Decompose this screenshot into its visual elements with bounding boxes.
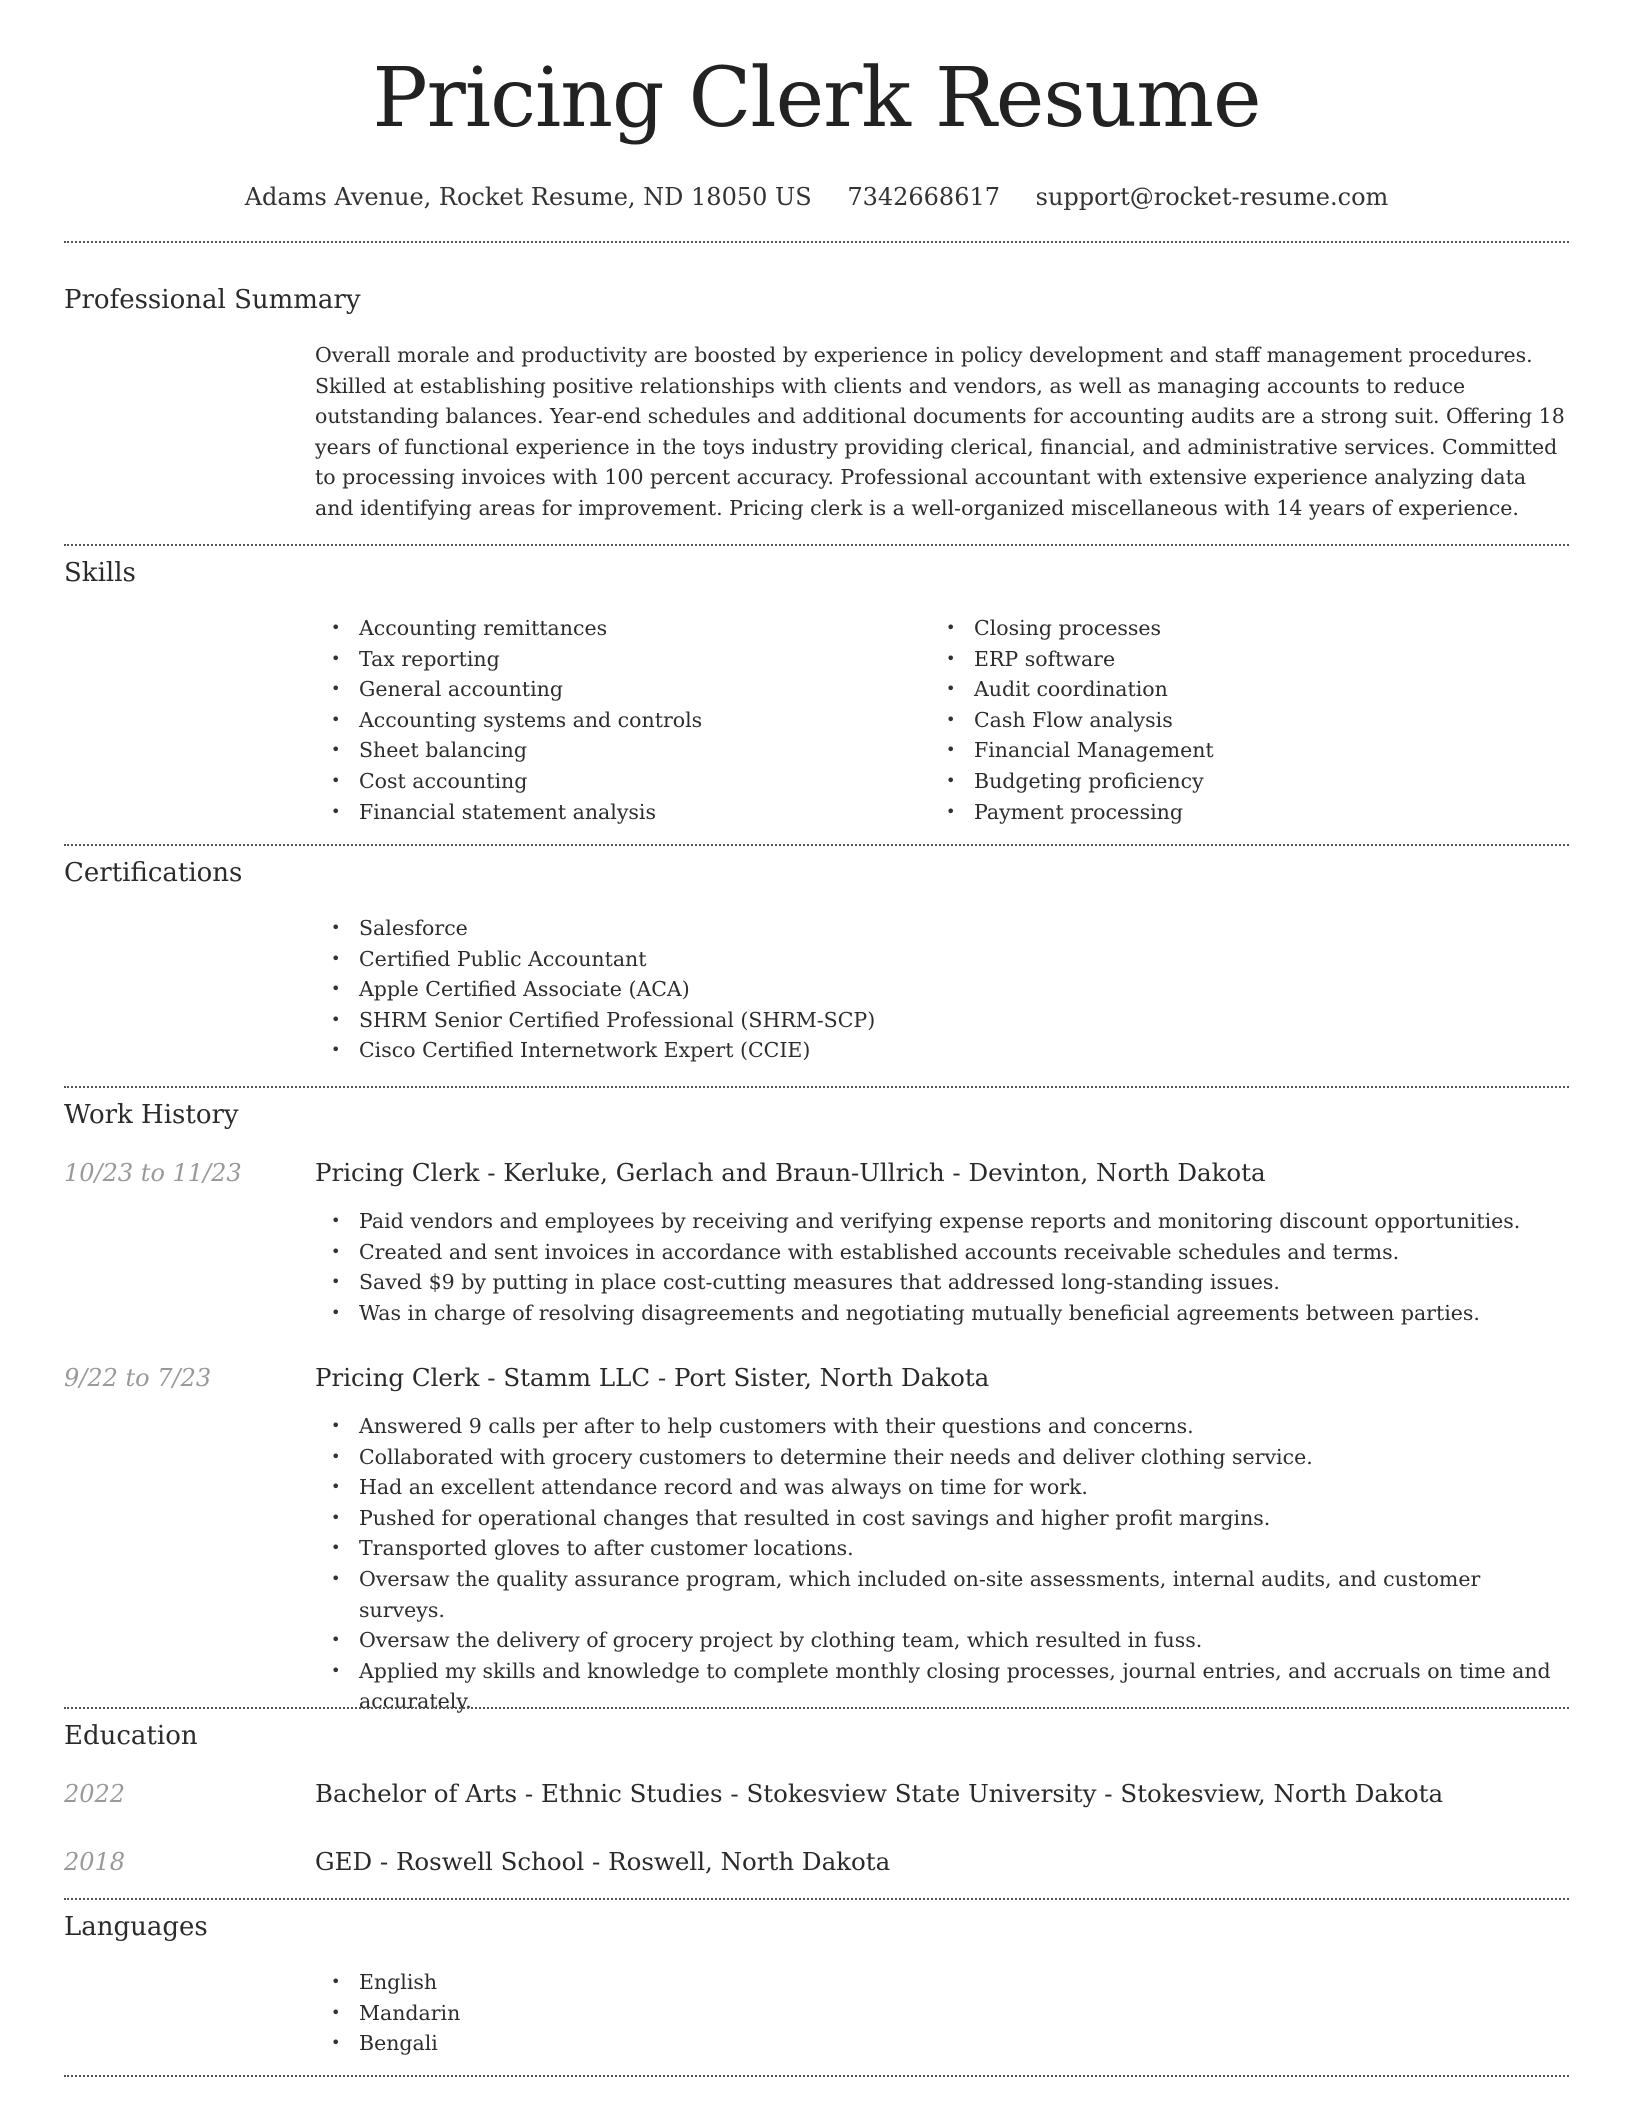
certification-item: • SHRM Senior Certified Professional (SHRM-SCP)	[315, 1005, 1569, 1036]
certification-item: • Certified Public Accountant	[315, 944, 1569, 975]
job-dates: 10/23 to 11/23	[64, 1159, 242, 1187]
job-bullet: • Was in charge of resolving disagreements and negotiating mutually beneficial agreements between parties.	[315, 1298, 1569, 1329]
resume-page	[64, 0, 1569, 2056]
job-bullet: • Answered 9 calls per after to help customers with their questions and concerns.	[315, 1411, 1569, 1442]
job-bullets	[315, 1411, 1569, 1717]
job-bullet: • Pushed for operational changes that resulted in cost savings and higher profit margins.	[315, 1503, 1569, 1534]
skill-item: • ERP software	[930, 644, 1530, 675]
job-dates: 9/22 to 7/23	[64, 1364, 212, 1392]
contact-phone: 7342668617	[847, 183, 1001, 211]
skill-item: • Budgeting proficiency	[930, 766, 1530, 797]
job-bullet: • Applied my skills and knowledge to complete monthly closing processes, journal entries, and accruals on time and accurately.	[315, 1656, 1569, 1717]
certifications-heading: Certifications	[64, 858, 243, 888]
skill-item: • Accounting systems and controls	[315, 705, 915, 736]
job-title: Pricing Clerk - Stamm LLC - Port Sister, North Dakota	[315, 1363, 990, 1392]
job-bullet: • Saved $9 by putting in place cost-cutting measures that addressed long-standing issues.	[315, 1267, 1569, 1298]
language-item: • Mandarin	[315, 1998, 1569, 2029]
divider	[64, 1707, 1569, 1709]
summary-text: Overall morale and productivity are boosted by experience in policy development and staff management procedures. Skilled at establishing positive relationships with clients and vendors, as well as managing accounts to reduce outstanding balances. Year-end schedules and additional documents for accounting audits are a strong suit. Offering 18 years of functional experience in the toys industry providing clerical, financial, and administrative services. Committed to processing invoices with 100 percent accuracy. Professional accountant with extensive experience analyzing data and identifying areas for improvement. Pricing clerk is a well-organized miscellaneous with 14 years of experience.	[315, 343, 1565, 520]
skill-item: • Cost accounting	[315, 766, 915, 797]
contact-line	[64, 182, 1569, 212]
skill-item: • Payment processing	[930, 797, 1530, 828]
education-year: 2018	[64, 1848, 126, 1876]
skill-item: • Sheet balancing	[315, 735, 915, 766]
skills-heading: Skills	[64, 558, 136, 588]
language-item: • English	[315, 1967, 1569, 1998]
skill-item: • Cash Flow analysis	[930, 705, 1530, 736]
skill-item: • Accounting remittances	[315, 613, 915, 644]
work-history-heading: Work History	[64, 1100, 239, 1130]
certification-item: • Apple Certified Associate (ACA)	[315, 974, 1569, 1005]
skills-list-right	[930, 613, 1530, 827]
divider	[64, 241, 1569, 243]
resume-title: Pricing Clerk Resume	[372, 51, 1261, 146]
education-year: 2022	[64, 1780, 126, 1808]
languages-list	[315, 1967, 1569, 2059]
education-heading: Education	[64, 1721, 198, 1751]
job-bullet: • Paid vendors and employees by receiving and verifying expense reports and monitoring discount opportunities.	[315, 1206, 1569, 1237]
certification-item: • Salesforce	[315, 913, 1569, 944]
job-bullet: • Had an excellent attendance record and was always on time for work.	[315, 1472, 1569, 1503]
job-bullet: • Collaborated with grocery customers to determine their needs and deliver clothing service.	[315, 1442, 1569, 1473]
education-degree: Bachelor of Arts - Ethnic Studies - Stokesview State University - Stokesview, North Dakota	[315, 1779, 1444, 1808]
languages-heading: Languages	[64, 1912, 208, 1942]
skill-item: • Closing processes	[930, 613, 1530, 644]
contact-address: Adams Avenue, Rocket Resume, ND 18050 US	[244, 183, 812, 211]
divider	[64, 1086, 1569, 1088]
skill-item: • Financial statement analysis	[315, 797, 915, 828]
skill-item: • Financial Management	[930, 735, 1530, 766]
job-bullet: • Oversaw the quality assurance program, which included on-site assessments, internal audits, and customer surveys.	[315, 1564, 1569, 1625]
contact-email: support@rocket-resume.com	[1035, 183, 1389, 211]
job-bullet: • Created and sent invoices in accordance with established accounts receivable schedules and terms.	[315, 1237, 1569, 1268]
divider	[64, 844, 1569, 846]
education-degree: GED - Roswell School - Roswell, North Dakota	[315, 1847, 891, 1876]
divider	[64, 1898, 1569, 1900]
certification-item: • Cisco Certified Internetwork Expert (CCIE)	[315, 1035, 1569, 1066]
skills-list-left	[315, 613, 915, 827]
skill-item: • General accounting	[315, 674, 915, 705]
divider	[64, 2075, 1569, 2077]
language-item: • Bengali	[315, 2028, 1569, 2059]
job-bullet: • Transported gloves to after customer locations.	[315, 1533, 1569, 1564]
certifications-list	[315, 913, 1569, 1066]
skill-item: • Tax reporting	[315, 644, 915, 675]
job-bullet: • Oversaw the delivery of grocery project by clothing team, which resulted in fuss.	[315, 1625, 1569, 1656]
divider	[64, 544, 1569, 546]
job-bullets	[315, 1206, 1569, 1328]
job-title: Pricing Clerk - Kerluke, Gerlach and Braun-Ullrich - Devinton, North Dakota	[315, 1158, 1266, 1187]
summary-heading: Professional Summary	[64, 285, 361, 315]
skill-item: • Audit coordination	[930, 674, 1530, 705]
